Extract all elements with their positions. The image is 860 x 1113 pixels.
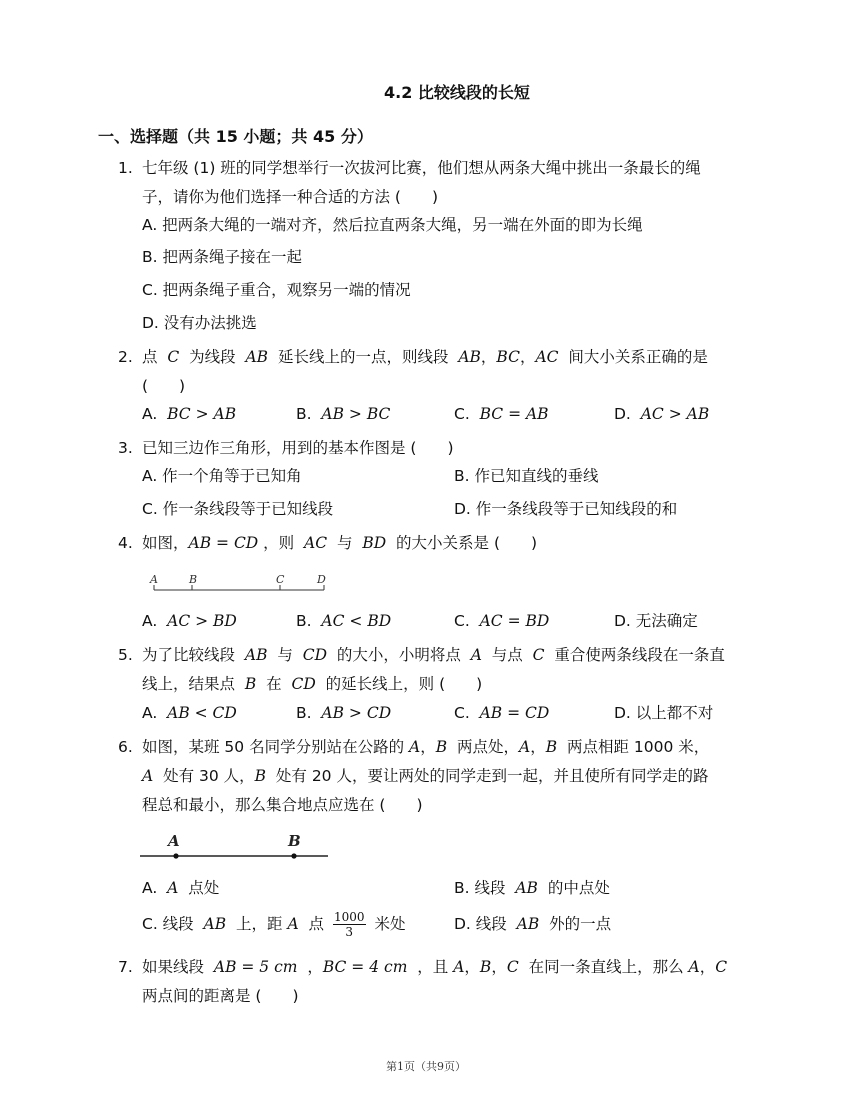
math: AB (458, 348, 481, 366)
question-number: 5. (118, 646, 133, 664)
text: 外的一点 (549, 915, 612, 933)
math: AB (203, 915, 227, 933)
option-c: C. 把两条绳子重合，观察另一端的情况 (142, 281, 411, 299)
text: 两点相距 1000 米， (566, 738, 710, 756)
text: 重合使两条线段在一条直 (554, 646, 725, 664)
math: BC = 4 cm (322, 958, 408, 976)
math: A (470, 646, 482, 664)
math: B (435, 738, 448, 756)
math: AC (304, 534, 328, 552)
text: ， (699, 958, 716, 976)
section-heading: 一、选择题（共 15 小题；共 45 分） (98, 127, 373, 146)
text: 的大小关系是 ( ) (396, 534, 538, 552)
option-d: D. 作一条线段等于已知线段的和 (454, 500, 678, 518)
text: 的延长线上，则 ( ) (325, 675, 483, 693)
option-label: C. (454, 612, 470, 630)
math: C (715, 958, 728, 976)
point-label-a: A (150, 573, 158, 586)
option-c (454, 403, 549, 425)
math: C (167, 348, 180, 366)
segment-figure (140, 570, 340, 596)
text: 与 (336, 534, 353, 552)
option-label: A. (142, 879, 158, 897)
point-label-b: B (288, 832, 301, 850)
question-text: 已知三边作三角形，用到的基本作图是 ( ) (142, 439, 454, 457)
page-title: 4.2 比较线段的长短 (384, 83, 530, 102)
option-label: C. (454, 405, 470, 423)
option-d: D. 以上都不对 (614, 704, 714, 722)
math: AB (245, 348, 269, 366)
text: B. 线段 (454, 879, 506, 897)
question-number: 4. (118, 534, 133, 552)
fraction (333, 910, 366, 939)
math: AC > AB (640, 405, 710, 423)
math: A (519, 738, 531, 756)
math: AB = CD (188, 534, 259, 552)
question-number: 1. (118, 159, 133, 177)
option-label: B. (296, 612, 312, 630)
question-text (142, 644, 725, 666)
option-c (454, 610, 549, 632)
text: 处有 20 人，要让两处的同学走到一起，并且使所有同学走的路 (275, 767, 709, 785)
math: A (287, 915, 299, 933)
text: 如果线段 (142, 958, 205, 976)
text: 线上，结果点 (142, 675, 236, 693)
question-text (142, 346, 708, 368)
math: CD (302, 646, 327, 664)
point-label-c: C (276, 573, 285, 586)
math: AB = CD (479, 704, 550, 722)
question-text: 程总和最小，那么集合地点应选在 ( ) (142, 796, 423, 814)
math: AB (515, 879, 538, 897)
math: CD (291, 675, 316, 693)
text: ， (519, 348, 536, 366)
option-a: A. 作一个角等于已知角 (142, 467, 302, 485)
text: D. 线段 (454, 915, 507, 933)
point-a (173, 853, 178, 858)
question-text (142, 532, 537, 554)
text: 点处 (188, 879, 220, 897)
question-text: ( ) (142, 377, 186, 395)
option-label: C. (454, 704, 470, 722)
page-footer: 第1页（共9页） (386, 1060, 466, 1073)
question-text (142, 956, 727, 978)
question-number: 2. (118, 348, 133, 366)
question-text (142, 673, 482, 695)
math: B (479, 958, 492, 976)
fraction-numerator: 1000 (333, 910, 365, 924)
text: C. 线段 (142, 915, 194, 933)
math: AB > BC (321, 405, 391, 423)
option-label: A. (142, 612, 158, 630)
option-label: A. (142, 405, 158, 423)
math: AB > CD (321, 704, 392, 722)
text: 两点处， (457, 738, 520, 756)
math: C (506, 958, 519, 976)
math: A (409, 738, 421, 756)
text: 处有 30 人， (163, 767, 255, 785)
option-a (142, 403, 236, 425)
text: ，且 (417, 958, 449, 976)
option-a (142, 702, 237, 724)
math: BD (362, 534, 387, 552)
option-d (454, 913, 611, 935)
option-b (454, 877, 610, 899)
option-a (142, 610, 237, 632)
text: ， (307, 958, 323, 976)
text: ， (420, 738, 436, 756)
option-label: B. (296, 704, 312, 722)
text: 的中点处 (547, 879, 610, 897)
math: B (545, 738, 558, 756)
question-number: 3. (118, 439, 133, 457)
point-label-d: D (317, 573, 326, 586)
option-label: B. (296, 405, 312, 423)
text: 在 (266, 675, 282, 693)
text: ， (530, 738, 546, 756)
text: 在同一条直线上，那么 (528, 958, 684, 976)
question-number: 7. (118, 958, 133, 976)
text: 如图， (142, 534, 189, 552)
point-label-b: B (189, 573, 198, 586)
math: C (532, 646, 545, 664)
text: 点 (308, 915, 325, 933)
math: AC > BD (167, 612, 237, 630)
math: B (254, 767, 267, 785)
math: A (453, 958, 465, 976)
option-label: D. (614, 405, 631, 423)
math: AC < BD (321, 612, 392, 630)
option-c (454, 702, 549, 724)
text: 延长线上的一点，则线段 (277, 348, 449, 366)
text: 为了比较线段 (142, 646, 236, 664)
question-number: 6. (118, 738, 133, 756)
math: AB (516, 915, 540, 933)
point-label-a: A (168, 832, 180, 850)
question-text: 两点间的距离是 ( ) (142, 987, 299, 1005)
math: AB (244, 646, 268, 664)
road-figure (138, 822, 338, 862)
math: A (167, 879, 179, 897)
question-text: 子，请你为他们选择一种合适的方法 ( ) (142, 188, 439, 206)
math: B (244, 675, 257, 693)
math: AB < CD (167, 704, 237, 722)
text: 间大小关系正确的是 (568, 348, 708, 366)
option-b: B. 作已知直线的垂线 (454, 467, 599, 485)
math: AC (535, 348, 559, 366)
option-d: D. 无法确定 (614, 612, 698, 630)
text: ， (464, 958, 480, 976)
option-c (142, 906, 405, 942)
math: AB = 5 cm (213, 958, 298, 976)
option-a: A. 把两条大绳的一端对齐，然后拉直两条大绳，另一端在外面的即为长绳 (142, 216, 643, 234)
fraction-denominator: 3 (345, 925, 354, 939)
option-b (296, 610, 391, 632)
math: A (142, 767, 154, 785)
option-a (142, 877, 219, 899)
text: 与点 (491, 646, 523, 664)
math: A (688, 958, 700, 976)
option-d: D. 没有办法挑选 (142, 314, 257, 332)
math: AC = BD (479, 612, 550, 630)
text: 为线段 (189, 348, 236, 366)
math: BC = AB (479, 405, 549, 423)
question-text: 七年级 (1) 班的同学想举行一次拔河比赛，他们想从两条大绳中挑出一条最长的绳 (142, 159, 701, 177)
text: ， (491, 958, 507, 976)
option-b (296, 702, 391, 724)
option-b (296, 403, 390, 425)
text: 与 (277, 646, 293, 664)
math: BC > AB (167, 405, 237, 423)
option-d (614, 403, 709, 425)
option-b: B. 把两条绳子接在一起 (142, 248, 302, 266)
math: BC (496, 348, 520, 366)
text: 米处 (374, 915, 406, 933)
option-c: C. 作一条线段等于已知线段 (142, 500, 334, 518)
question-text (142, 736, 709, 758)
text: 点 (142, 348, 158, 366)
option-label: A. (142, 704, 158, 722)
text: ，则 (263, 534, 295, 552)
question-text (142, 765, 708, 787)
point-b (291, 853, 296, 858)
text: 上，距 (236, 915, 283, 933)
text: 的大小，小明将点 (336, 646, 461, 664)
text: ， (480, 348, 497, 366)
text: 如图，某班 50 名同学分别站在公路的 (142, 738, 405, 756)
